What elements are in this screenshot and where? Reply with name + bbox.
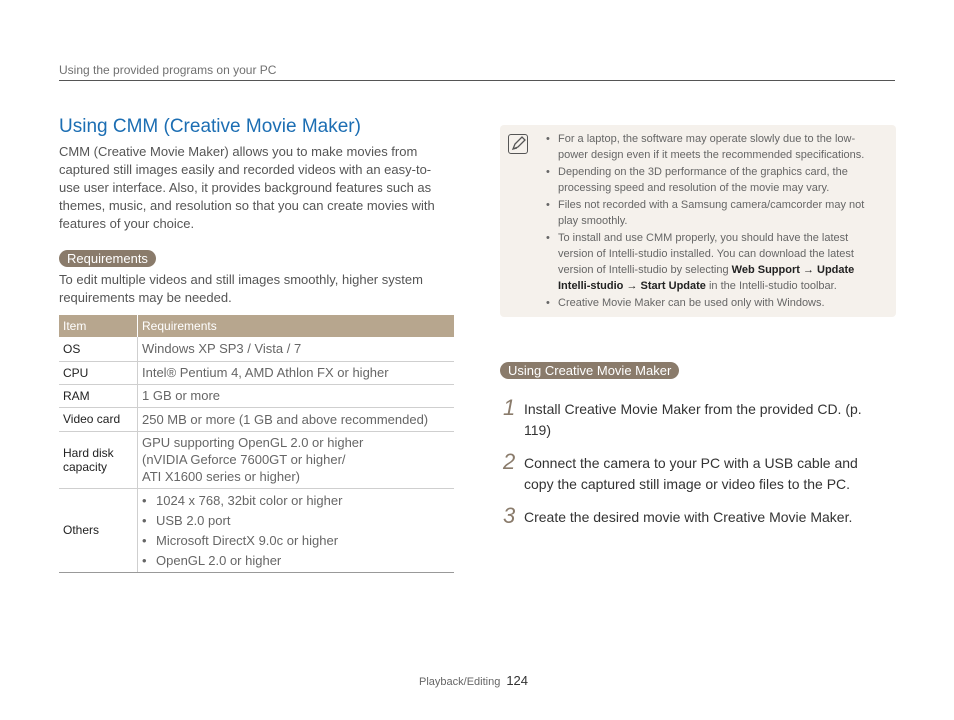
- row-label-cpu: CPU: [59, 361, 138, 384]
- hdd-line-3: ATI X1600 series or higher): [142, 469, 300, 484]
- list-item: • Creative Movie Maker can be used only with Windows.: [544, 295, 884, 311]
- table-row: [59, 361, 454, 384]
- running-header: Using the provided programs on your PC: [59, 63, 277, 77]
- table-row: [59, 488, 454, 572]
- note-text: To install and use CMM properly, you should have the latest version of Intelli-studio installed. You can download the latest version of Intelli-studio by selecting: [558, 232, 854, 276]
- table-header-row: [59, 315, 454, 337]
- step-number: 1: [503, 395, 516, 420]
- row-label-os: OS: [59, 337, 138, 361]
- requirements-paragraph: To edit multiple videos and still images smoothly, higher system requirements may be needed.: [59, 272, 423, 305]
- step-number: 2: [503, 449, 516, 474]
- step-text: Install Creative Movie Maker from the provided CD. (p. 119): [524, 401, 862, 438]
- row-label-others: Others: [59, 488, 138, 572]
- step-text: Create the desired movie with Creative Movie Maker.: [524, 509, 853, 525]
- row-value-os: Windows XP SP3 / Vista / 7: [138, 337, 455, 361]
- list-item: • Microsoft DirectX 9.0c or higher: [142, 532, 454, 549]
- column-header-requirements: Requirements: [138, 315, 455, 337]
- intro-paragraph: CMM (Creative Movie Maker) allows you to make movies from captured still images easily and recorded videos with an easy-to-use user interface. Also, it provides background features such as themes, music, and resolution so that you can create movies with features of your choice.: [59, 144, 435, 231]
- menu-web-support: Web Support: [731, 264, 800, 276]
- steps-heading: Using Creative Movie Maker: [500, 362, 679, 379]
- row-label-video-card: Video card: [59, 407, 138, 431]
- list-item: • Depending on the 3D performance of the graphics card, the processing speed and resolution of the movie may vary.: [544, 164, 884, 196]
- row-value-cpu: Intel® Pentium 4, AMD Athlon FX or higher: [138, 361, 455, 384]
- list-item: • USB 2.0 port: [142, 512, 454, 529]
- list-item: • OpenGL 2.0 or higher: [142, 552, 454, 569]
- table-row: [59, 384, 454, 407]
- row-label-hard-disk: [59, 431, 138, 488]
- table-row: [59, 337, 454, 361]
- row-value-others: [138, 488, 455, 572]
- hdd-line-2: (nVIDIA Geforce 7600GT or higher/: [142, 452, 346, 467]
- arrow-separator: →: [623, 280, 641, 292]
- others-list: [142, 492, 454, 569]
- column-header-item: Item: [59, 315, 138, 337]
- row-value-ram: 1 GB or more: [138, 384, 455, 407]
- step-text: Connect the camera to your PC with a USB cable and copy the captured still image or video files to the PC.: [524, 455, 858, 492]
- list-item: • Files not recorded with a Samsung camera/camcorder may not play smoothly.: [544, 197, 884, 229]
- list-item: • 1024 x 768, 32bit color or higher: [142, 492, 454, 509]
- menu-update-intelli-studio: Update Intelli-studio: [558, 264, 855, 292]
- note-list: [544, 131, 884, 312]
- step-number: 3: [503, 503, 516, 528]
- page-number: 124: [506, 673, 529, 688]
- note-text: in the Intelli-studio toolbar.: [705, 280, 837, 292]
- hdd-line-1: GPU supporting OpenGL 2.0 or higher: [142, 435, 364, 450]
- page-title: Using CMM (Creative Movie Maker): [59, 116, 361, 137]
- table-row: [59, 431, 454, 488]
- arrow-separator: →: [799, 264, 818, 276]
- requirements-table: [59, 315, 454, 573]
- row-label-hard-disk-line1: Hard disk: [63, 445, 114, 460]
- list-item: • For a laptop, the software may operate slowly due to the low-power design even if it meets the recommended specifications.: [544, 131, 884, 163]
- list-item: [544, 230, 884, 294]
- table-row: [59, 407, 454, 431]
- row-label-hard-disk-line2: capacity: [63, 459, 108, 474]
- menu-start-update: Start Update: [640, 280, 706, 292]
- page-footer: [419, 673, 528, 688]
- row-value-video-card: 250 MB or more (1 GB and above recommended): [138, 407, 455, 431]
- row-value-hard-disk: [138, 431, 455, 488]
- memo-pencil-icon: [508, 134, 528, 154]
- footer-section: Playback/Editing: [419, 676, 501, 688]
- requirements-heading: Requirements: [59, 250, 156, 267]
- row-label-ram: RAM: [59, 384, 138, 407]
- header-divider: [59, 80, 895, 81]
